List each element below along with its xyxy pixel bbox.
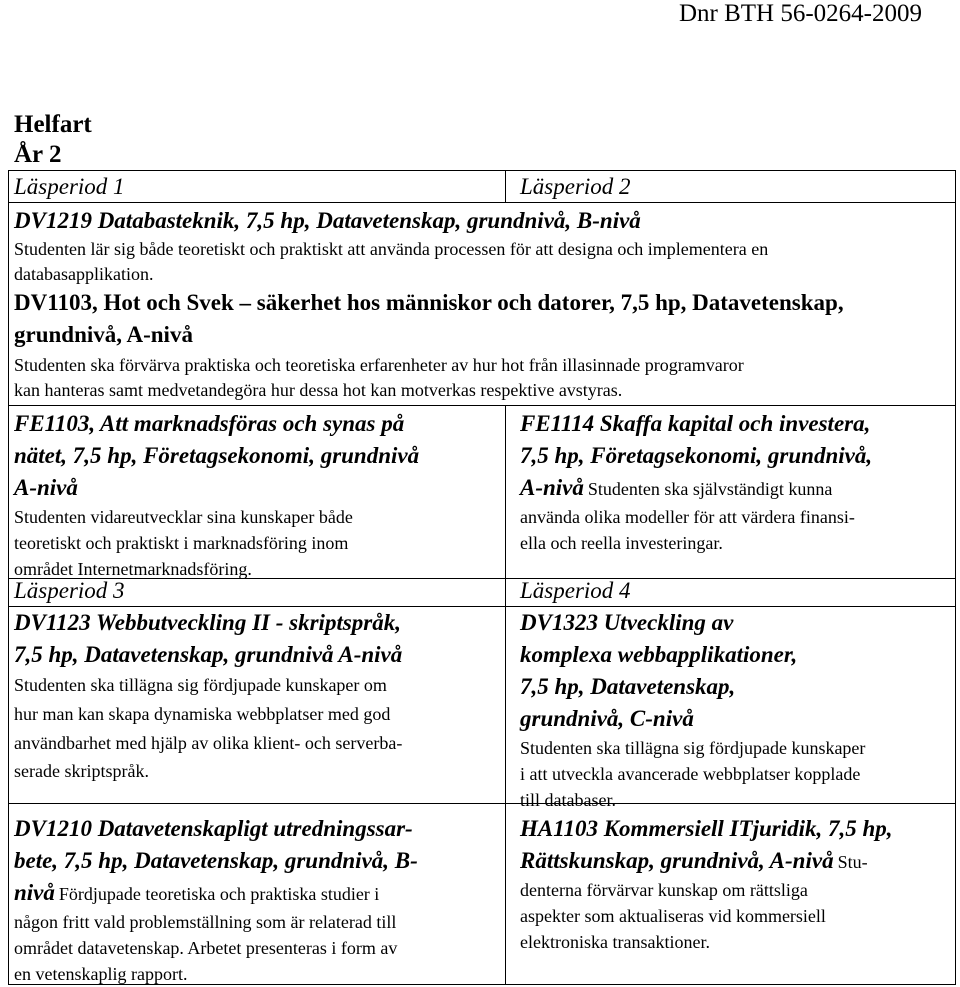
course-description: aspekter som aktualiseras vid kommersiell [520,906,826,926]
row-divider-2 [8,405,956,406]
course-description: till databaser. [520,790,616,810]
course-description: Studenten ska förvärva praktiska och teoretiska erfarenheter av hur hot från illasinnade programvaror [14,355,744,375]
document-number: Dnr BTH 56-0264-2009 [678,0,922,27]
course-title: DV1323 Utveckling av [520,610,734,635]
course-title: A-nivå [14,475,78,500]
course-description: användbarhet med hjälp av olika klient- och serverba- [14,733,403,753]
course-description: ella och reella investeringar. [520,533,723,553]
course-title: DV1103, Hot och Svek – säkerhet hos människor och datorer, 7,5 hp, Datavetenskap, [14,290,844,315]
course-description: databasapplikation. [14,264,154,284]
course-description: denterna förvärvar kunskap om rättsliga [520,880,808,900]
course-title: grundnivå, A-nivå [14,322,193,347]
course-ha1103 [520,813,893,955]
course-title: 7,5 hp, Företagsekonomi, grundnivå, [520,443,873,468]
course-dv1103 [14,287,844,403]
course-dv1123 [14,607,402,784]
course-dv1323 [520,607,865,813]
course-fe1114 [520,408,872,556]
course-dv1210 [14,813,418,987]
table-border-top [8,170,956,171]
course-title: grundnivå, C-nivå [520,706,694,731]
course-title: FE1103, Att marknadsföras och synas på [14,411,405,436]
course-description: en vetenskaplig rapport. [14,964,188,984]
course-dv1219 [14,205,768,287]
course-title: 7,5 hp, Datavetenskap, [520,674,736,699]
course-description: Studenten ska tillägna sig fördjupade kunskaper om [14,675,387,695]
period-1-label: Läsperiod 1 [14,174,125,199]
course-description: området datavetenskap. Arbetet presenteras i form av [14,938,398,958]
course-description: använda olika modeller för att värdera finansi- [520,507,855,527]
period-2-label: Läsperiod 2 [520,174,631,199]
course-title: DV1210 Datavetenskapligt utredningssar- [14,816,413,841]
course-title: A-nivå [520,475,584,500]
section-heading: Helfart [14,111,92,138]
column-divider-a [505,170,506,202]
period-4-label: Läsperiod 4 [520,578,631,603]
course-description: området Internetmarknadsföring. [14,559,252,579]
course-description: kan hanteras samt medvetandegöra hur dessa hot kan motverkas respektive avstyras. [14,380,623,400]
course-fe1103 [14,408,419,582]
course-description: elektroniska transaktioner. [520,932,710,952]
column-divider-b [505,405,506,985]
course-title: Rättskunskap, grundnivå, A-nivå [520,848,834,873]
course-title: DV1219 Databasteknik, 7,5 hp, Datavetenskap, grundnivå, B-nivå [14,208,641,233]
course-description: någon fritt vald problemställning som är relaterad till [14,912,397,932]
course-description: Studenten ska tillägna sig fördjupade kunskaper [520,738,866,758]
course-description: Fördjupade teoretiska och praktiska studier i [58,884,380,904]
course-description: teoretiskt och praktiskt i marknadsföring inom [14,533,349,553]
course-title: nivå [14,880,55,905]
course-title: FE1114 Skaffa kapital och investera, [520,411,871,436]
course-title: nätet, 7,5 hp, Företagsekonomi, grundnivå [14,443,420,468]
course-title: 7,5 hp, Datavetenskap, grundnivå A-nivå [14,642,403,667]
course-title: komplexa webbapplikationer, [520,642,798,667]
course-description: Studenten lär sig både teoretiskt och praktiskt att använda processen för att designa och implementera en [14,239,769,259]
course-description: Studenten vidareutvecklar sina kunskaper både [14,507,353,527]
course-description: hur man kan skapa dynamiska webbplatser med god [14,704,391,724]
course-description: Studenten ska självständigt kunna [587,479,833,499]
period-3-label: Läsperiod 3 [14,578,125,603]
course-title: HA1103 Kommersiell ITjuridik, 7,5 hp, [520,816,893,841]
course-description: i att utveckla avancerade webbplatser kopplade [520,764,861,784]
row-divider-1 [8,202,956,203]
year-heading: År 2 [14,141,62,168]
course-title: DV1123 Webbutveckling II - skriptspråk, [14,610,401,635]
course-description: Stu- [837,852,868,872]
course-title: bete, 7,5 hp, Datavetenskap, grundnivå, B- [14,848,418,873]
course-description: serade skriptspråk. [14,761,149,781]
